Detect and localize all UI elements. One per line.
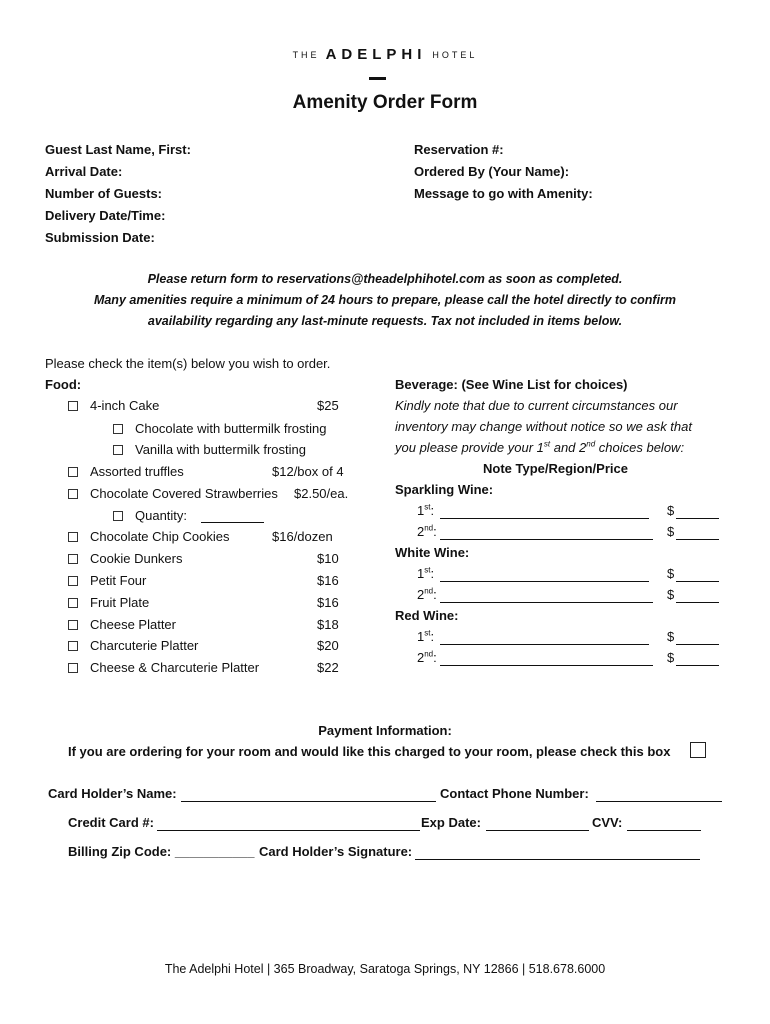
checkbox[interactable] (113, 424, 123, 434)
amenity-message-label: Message to go with Amenity: (414, 186, 593, 201)
food-item-strawberries[interactable] (68, 486, 278, 501)
page-title: Amenity Order Form (292, 92, 478, 113)
food-item-petit-four[interactable] (68, 573, 146, 588)
white-price-1-line[interactable] (676, 581, 719, 582)
red-wine-label: Red Wine: (395, 608, 459, 623)
red-choice-1-line[interactable] (440, 644, 649, 645)
choice-1-label: 1st: (417, 502, 435, 518)
price-dollar: $ (667, 566, 675, 581)
option-label: Chocolate with buttermilk frosting (135, 421, 327, 436)
item-label: Assorted truffles (90, 464, 184, 479)
signature-line[interactable] (415, 859, 700, 860)
item-price: $16/dozen (272, 529, 333, 544)
credit-card-line[interactable] (157, 830, 420, 831)
item-label: Petit Four (90, 573, 147, 588)
sparkling-choice-1-line[interactable] (440, 518, 649, 519)
quantity-input-line[interactable] (201, 522, 264, 523)
sparkling-price-2-line[interactable] (676, 539, 719, 540)
red-price-1-line[interactable] (676, 644, 719, 645)
food-item-cheese-platter[interactable] (68, 617, 176, 632)
delivery-date-label: Delivery Date/Time: (45, 208, 166, 223)
credit-card-label: Credit Card #: (68, 815, 154, 830)
logo-the: THE (292, 49, 320, 60)
food-item-cake[interactable] (68, 398, 159, 413)
reservation-number-label: Reservation #: (414, 142, 504, 157)
white-wine-label: White Wine: (395, 545, 470, 560)
choice-2-label: 2nd: (417, 523, 437, 539)
checkbox[interactable] (68, 598, 78, 608)
beverage-note-2: inventory may change without notice so we ask that (395, 419, 692, 434)
item-label: Chocolate Chip Cookies (90, 529, 230, 544)
logo-dash (369, 77, 386, 80)
checkbox[interactable] (68, 532, 78, 542)
checkbox[interactable] (68, 663, 78, 673)
item-price: $16 (317, 573, 339, 588)
beverage-heading: Beverage: (See Wine List for choices) (395, 377, 628, 392)
item-label: 4-inch Cake (90, 398, 160, 413)
item-label: Charcuterie Platter (90, 638, 199, 653)
price-dollar: $ (667, 629, 675, 644)
logo-name: ADELPHI (325, 46, 427, 64)
cvv-label: CVV: (592, 815, 623, 830)
hotel-logo (0, 46, 770, 64)
cake-price: $25 (317, 398, 339, 413)
submission-date-label: Submission Date: (45, 230, 155, 245)
payment-heading: Payment Information: (318, 723, 452, 738)
food-item-cheese-charcuterie[interactable] (68, 660, 259, 675)
item-label: Cookie Dunkers (90, 551, 183, 566)
choice-2-label: 2nd: (417, 649, 437, 665)
option-label: Vanilla with buttermilk frosting (135, 442, 306, 457)
item-price: $18 (317, 617, 339, 632)
white-choice-2-line[interactable] (440, 602, 653, 603)
item-label: Cheese Platter (90, 617, 176, 632)
card-holder-name-label: Card Holder’s Name: (48, 786, 177, 801)
checkbox[interactable] (113, 511, 123, 521)
food-item-dunkers[interactable] (68, 551, 183, 566)
white-price-2-line[interactable] (676, 602, 719, 603)
item-label: Cheese & Charcuterie Platter (90, 660, 260, 675)
item-label: Fruit Plate (90, 595, 150, 610)
cake-option-vanilla[interactable] (113, 442, 306, 457)
choice-2-label: 2nd: (417, 586, 437, 602)
cvv-line[interactable] (627, 830, 701, 831)
room-charge-text: If you are ordering for your room and would like this charged to your room, please check this box (68, 744, 671, 759)
beverage-note-3: you please provide your 1st and 2nd choices below: (395, 439, 685, 455)
item-label: Chocolate Covered Strawberries (90, 486, 278, 501)
food-item-truffles[interactable] (68, 464, 184, 479)
price-dollar: $ (667, 587, 675, 602)
truffles-price: $12/box of 4 (272, 464, 344, 479)
order-instruction: Please check the item(s) below you wish to order. (45, 356, 331, 371)
exp-date-line[interactable] (486, 830, 589, 831)
sparkling-price-1-line[interactable] (676, 518, 719, 519)
signature-label: Card Holder’s Signature: (259, 844, 413, 859)
price-dollar: $ (667, 524, 675, 539)
strawberry-quantity[interactable] (113, 508, 187, 523)
item-price: $20 (317, 638, 339, 653)
food-item-charcuterie[interactable] (68, 638, 198, 653)
beverage-note-1: Kindly note that due to current circumstances our (395, 398, 678, 413)
white-choice-1-line[interactable] (440, 581, 649, 582)
billing-zip-label: Billing Zip Code: ___________ (68, 844, 255, 859)
checkbox[interactable] (68, 576, 78, 586)
choice-1-label: 1st: (417, 565, 435, 581)
item-price: $16 (317, 595, 339, 610)
red-choice-2-line[interactable] (440, 665, 653, 666)
card-holder-name-line[interactable] (181, 801, 436, 802)
contact-phone-line[interactable] (596, 801, 722, 802)
checkbox[interactable] (68, 467, 78, 477)
checkbox[interactable] (68, 489, 78, 499)
arrival-date-label: Arrival Date: (45, 164, 123, 179)
logo-hotel: HOTEL (432, 49, 478, 60)
checkbox[interactable] (68, 641, 78, 651)
strawberries-price: $2.50/ea. (294, 486, 349, 501)
checkbox[interactable] (68, 620, 78, 630)
checkbox[interactable] (113, 445, 123, 455)
notice-line-1: Please return form to reservations@theadelphihotel.com as soon as completed. (147, 272, 623, 286)
sparkling-choice-2-line[interactable] (440, 539, 653, 540)
number-of-guests-label: Number of Guests: (45, 186, 163, 201)
billing-zip-blank[interactable]: ___________ (174, 844, 255, 859)
food-item-fruit-plate[interactable] (68, 595, 149, 610)
notice-line-2: Many amenities require a minimum of 24 hours to prepare, please call the hotel directly to confirm (93, 293, 677, 307)
guest-name-label: Guest Last Name, First: (45, 142, 191, 157)
item-price: $10 (317, 551, 339, 566)
price-dollar: $ (667, 503, 675, 518)
price-dollar: $ (667, 650, 675, 665)
checkbox[interactable] (68, 554, 78, 564)
item-price: $22 (317, 660, 339, 675)
note-type-heading: Note Type/Region/Price (483, 461, 628, 476)
room-charge-checkbox[interactable] (690, 742, 706, 758)
food-heading: Food: (45, 377, 82, 392)
red-price-2-line[interactable] (676, 665, 719, 666)
choice-1-label: 1st: (417, 628, 435, 644)
sparkling-wine-label: Sparkling Wine: (395, 482, 494, 497)
notice-line-3: availability regarding any last-minute requests. Tax not included in items below. (147, 314, 623, 328)
food-item-cookies[interactable] (68, 529, 229, 544)
quantity-label: Quantity: (135, 508, 188, 523)
ordered-by-label: Ordered By (Your Name): (414, 164, 570, 179)
contact-phone-label: Contact Phone Number: (440, 786, 589, 801)
cake-option-chocolate[interactable] (113, 421, 326, 436)
exp-date-label: Exp Date: (421, 815, 481, 830)
checkbox[interactable] (68, 401, 78, 411)
footer-address: The Adelphi Hotel | 365 Broadway, Saratoga Springs, NY 12866 | 518.678.6000 (164, 962, 606, 976)
